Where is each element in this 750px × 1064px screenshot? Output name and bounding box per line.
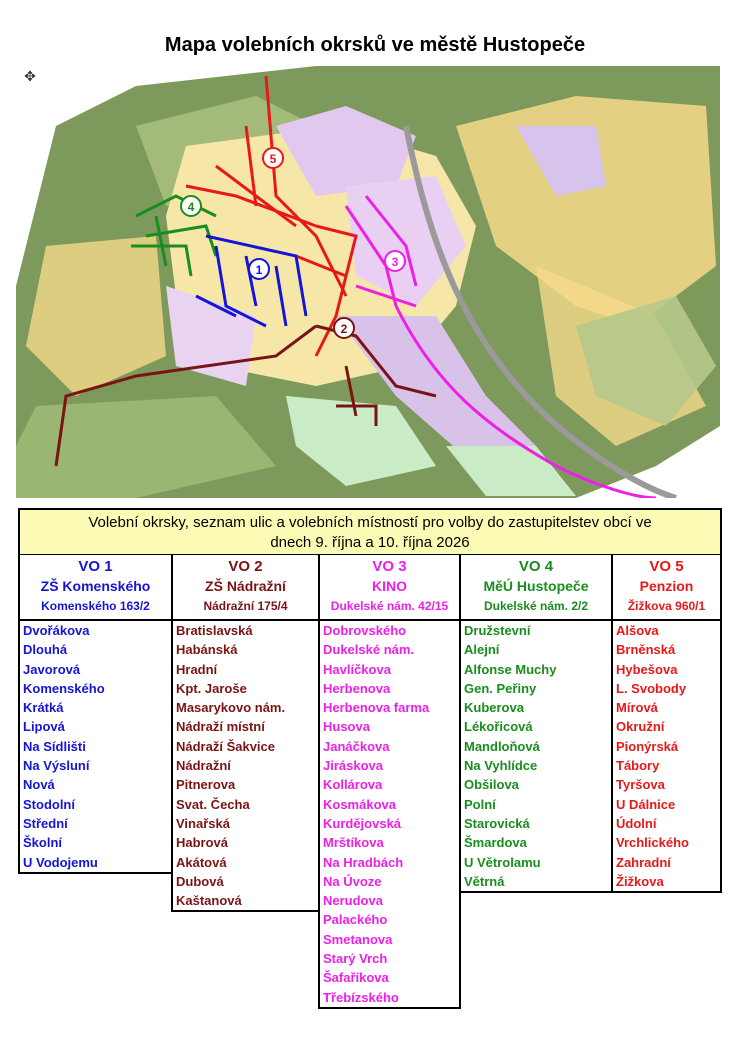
polling-place: Penzion	[639, 578, 694, 594]
street-item: Zahradní	[616, 854, 671, 870]
info-banner	[18, 508, 722, 556]
street-item: Na Vyhlídce	[464, 758, 538, 774]
district-column-1	[18, 555, 173, 874]
district-header-5	[611, 555, 722, 621]
street-item: Kurdějovská	[323, 815, 402, 831]
street-item: Mírová	[616, 700, 658, 716]
polling-place: MěÚ Hustopeče	[483, 578, 589, 594]
street-item: Tyršova	[616, 777, 665, 793]
polling-address: Žižkova 960/1	[627, 599, 706, 613]
street-item: Třebízského	[323, 989, 399, 1005]
street-item: Nádraží místní	[176, 719, 265, 735]
district-marker-3	[385, 251, 405, 271]
street-item: Na Hradbách	[323, 854, 404, 870]
street-item: Palackého	[323, 912, 388, 928]
district-id: VO 3	[372, 558, 407, 575]
street-item: Dlouhá	[23, 642, 68, 658]
street-item: Vrchlického	[616, 835, 689, 851]
svg-text:5: 5	[269, 152, 277, 166]
street-item: Pitnerova	[176, 777, 236, 793]
street-item: Starovická	[464, 815, 530, 831]
street-item: Havlíčkova	[323, 661, 391, 677]
svg-text:1: 1	[255, 263, 263, 277]
street-item: Tábory	[616, 758, 660, 774]
street-item: L. Svobody	[616, 680, 687, 696]
polling-address: Dukelské nám. 2/2	[483, 599, 589, 613]
svg-text:2: 2	[340, 322, 348, 336]
street-item: Alejní	[464, 642, 500, 658]
district-id: VO 5	[649, 558, 684, 575]
street-item: Střední	[23, 815, 68, 831]
street-item: Žižkova	[616, 873, 664, 889]
street-item: Dvořákova	[23, 623, 90, 638]
street-item: Šafaříkova	[323, 970, 389, 986]
polling-address: Nádražní 175/4	[203, 599, 288, 613]
district-id: VO 1	[78, 558, 113, 575]
street-item: Krátká	[23, 700, 64, 716]
street-list-1	[18, 621, 173, 874]
district-marker-1	[249, 259, 269, 279]
street-item: U Vodojemu	[23, 854, 98, 870]
street-item: U Dálnice	[616, 796, 676, 812]
street-item: Stodolní	[23, 796, 75, 812]
district-header-3	[318, 555, 461, 621]
street-list-5	[611, 621, 722, 893]
street-item: Na Sídlišti	[23, 738, 86, 754]
district-column-5	[611, 555, 722, 893]
street-item: Bratislavská	[176, 623, 253, 638]
street-item: Herbenova	[323, 680, 391, 696]
street-item: Družstevní	[464, 623, 531, 638]
street-item: Údolní	[616, 815, 657, 831]
street-item: Brněnská	[616, 642, 676, 658]
street-item: Polní	[464, 796, 496, 812]
street-item: Mrštíkova	[323, 835, 384, 851]
street-item: Dukelské nám.	[323, 642, 415, 658]
street-item: Habánská	[176, 642, 238, 658]
district-column-3	[318, 555, 461, 1009]
street-item: Kosmákova	[323, 796, 396, 812]
street-list-3	[318, 621, 461, 1009]
street-item: Gen. Peřiny	[464, 680, 537, 696]
street-item: Hradní	[176, 661, 218, 677]
street-item: Jiráskova	[323, 758, 383, 774]
street-item: Okružní	[616, 719, 665, 735]
banner-line-2: dnech 9. října a 10. října 2026	[270, 534, 470, 551]
street-item: Větrná	[464, 873, 505, 889]
street-item: Dobrovského	[323, 623, 407, 638]
district-id: VO 4	[518, 558, 554, 575]
street-item: Hybešova	[616, 661, 678, 677]
district-header-2	[171, 555, 320, 621]
street-item: Svat. Čecha	[176, 796, 250, 812]
street-item: Nová	[23, 777, 55, 793]
street-item: Komenského	[23, 680, 105, 696]
street-item: Javorová	[23, 661, 81, 677]
district-header-1	[18, 555, 173, 621]
street-item: Husova	[323, 719, 370, 735]
street-item: Herbenova farma	[323, 700, 430, 716]
street-item: Mandloňová	[464, 738, 540, 754]
polling-place: ZŠ Komenského	[40, 578, 151, 594]
district-header-4	[459, 555, 613, 621]
banner-line-1: Volební okrsky, seznam ulic a volebních místností pro volby do zastupitelstev obcí ve	[88, 514, 652, 531]
polling-place: KINO	[372, 578, 407, 594]
street-list-2	[171, 621, 320, 912]
street-item: Nerudova	[323, 893, 383, 909]
street-item: Nádraží Šakvice	[176, 738, 276, 754]
street-item: Dubová	[176, 873, 224, 889]
street-item: Kpt. Jaroše	[176, 680, 247, 696]
polling-address: Komenského 163/2	[41, 599, 150, 613]
street-item: Vinařská	[176, 815, 230, 831]
polling-address: Dukelské nám. 42/15	[330, 599, 449, 613]
street-item: Starý Vrch	[323, 951, 388, 967]
street-item: Habrová	[176, 835, 229, 851]
street-item: Kuberova	[464, 700, 524, 716]
street-item: Masarykovo nám.	[176, 700, 286, 716]
district-column-4	[459, 555, 613, 893]
street-item: Alfonse Muchy	[464, 661, 557, 677]
page-title: Mapa volebních okrsků ve městě Hustopeče	[164, 34, 586, 56]
street-item: Kollárova	[323, 777, 383, 793]
district-marker-4	[181, 196, 201, 216]
street-item: Lékořicová	[464, 719, 533, 735]
street-item: Akátová	[176, 854, 227, 870]
district-id: VO 2	[228, 558, 263, 575]
street-item: Pionýrská	[616, 738, 679, 754]
street-item: Na Úvoze	[323, 873, 382, 889]
street-item: Na Výsluní	[23, 758, 90, 774]
district-marker-2	[334, 318, 354, 338]
street-item: Alšova	[616, 623, 659, 638]
street-item: Smetanova	[323, 931, 393, 947]
svg-text:4: 4	[187, 200, 195, 214]
compass-icon: ✥	[24, 68, 36, 84]
district-marker-5	[263, 148, 283, 168]
street-item: Školní	[23, 835, 63, 851]
street-item: Kaštanová	[176, 893, 242, 909]
street-item: U Větrolamu	[464, 854, 541, 870]
polling-place: ZŠ Nádražní	[205, 578, 286, 594]
district-map	[16, 66, 720, 498]
street-item: Obšilova	[464, 777, 519, 793]
street-item: Janáčkova	[323, 738, 390, 754]
street-item: Šmardova	[464, 835, 527, 851]
street-item: Lipová	[23, 719, 65, 735]
svg-text:3: 3	[391, 255, 399, 269]
district-column-2	[171, 555, 320, 912]
street-list-4	[459, 621, 613, 893]
street-item: Nádražní	[176, 758, 231, 774]
